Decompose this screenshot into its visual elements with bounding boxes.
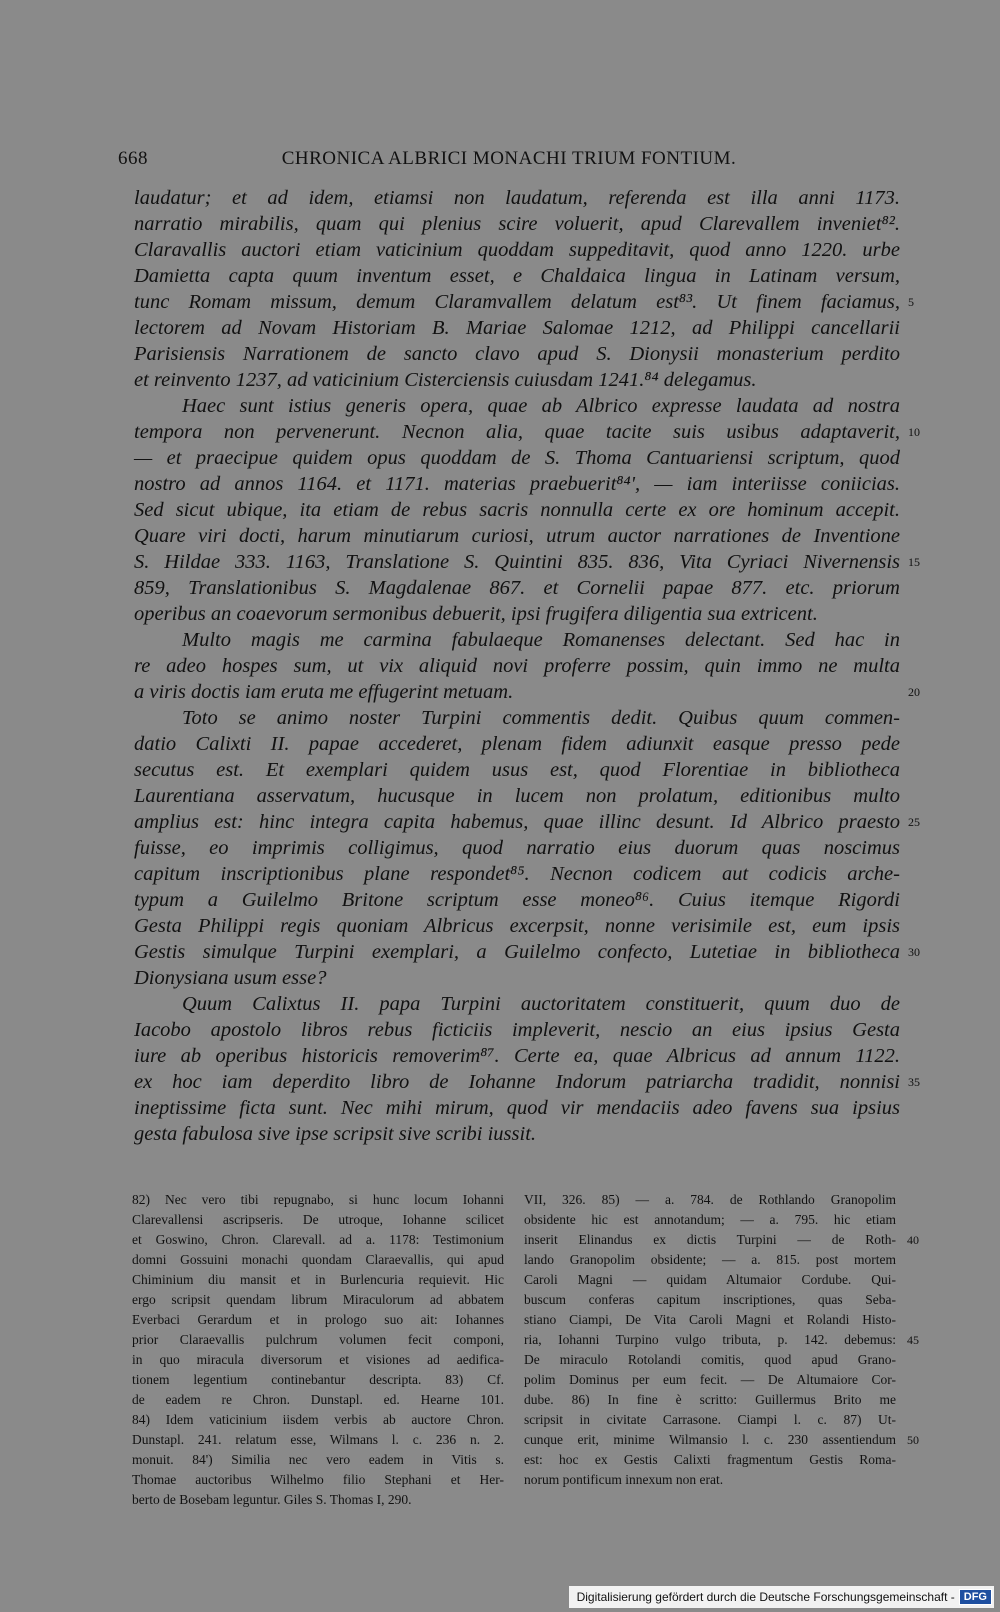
text-line-content: Gesta Philippi regis quoniam Albricus excerpsit, nonne verisimile est, eum ipsis <box>134 915 900 937</box>
text-line <box>134 523 900 549</box>
text-line-content: Multo magis me carmina fabulaeque Romanenses delectant. Sed hac in <box>182 629 900 651</box>
text-line-content: secutus est. Et exemplari quidem usus est, quod Florentiae in bibliotheca <box>134 759 900 781</box>
footnote-line: Thomae auctoribus Wilhelmo filio Stephani et Her- <box>132 1472 504 1487</box>
footnote-line: in quo miracula diversorum et visiones ad aedifica- <box>132 1352 504 1367</box>
line-number: 5 <box>908 295 914 309</box>
text-line <box>134 731 900 757</box>
line-number: 10 <box>908 425 920 439</box>
page-number: 668 <box>118 148 148 169</box>
footer-text: Digitalisierung gefördert durch die Deutsche Forschungsgemeinschaft - <box>576 1590 955 1604</box>
footnotes-right-column <box>524 1190 896 1490</box>
footnote-line: 84) Idem vaticinium iisdem verbis ab auctore Chron. <box>132 1412 504 1427</box>
text-line <box>134 367 900 393</box>
text-line <box>134 1069 920 1095</box>
line-number: 20 <box>908 685 920 699</box>
footnote-line: VII, 326. 85) — a. 784. de Rothlando Granopolim <box>524 1192 896 1207</box>
text-line-content: nostro ad annos 1164. et 1171. materias praebuerit⁸⁴', — iam interiisse coniicias. <box>134 473 900 495</box>
text-line <box>134 991 900 1017</box>
text-line-content: Sed sicut ubique, ita etiam de rebus sacris nonnulla certe ex ore hominum accepit. <box>134 499 900 521</box>
footnote-line: est: hoc ex Gestis Calixti fragmentum Gestis Roma- <box>524 1452 896 1467</box>
text-line-content: Claravallis auctori etiam vaticinium quoddam suppeditavit, quod anno 1220. urbe <box>134 239 900 261</box>
line-number: 35 <box>908 1075 920 1089</box>
text-line-content: Quare viri docti, harum minutiarum curiosi, utrum auctor narrationes de Inventione <box>134 525 900 547</box>
footnote-line: stiano Ciampi, De Vita Caroli Magni et Rolandi Histo- <box>524 1312 896 1327</box>
footnote-line-number: 40 <box>907 1233 919 1247</box>
footnote-line: 82) Nec vero tibi repugnabo, si hunc locum Iohanni <box>132 1192 504 1207</box>
footnote-line: Clarevallensi ascripseris. De utroque, Iohanne scilicet <box>132 1212 504 1227</box>
text-line-content: Laurentiana asservatum, hucusque in lucem non prolatum, editionibus multo <box>134 785 900 807</box>
footnote-line-number: 50 <box>907 1433 919 1447</box>
text-line <box>134 393 900 419</box>
text-line <box>134 887 900 913</box>
text-line-content: operibus an coaevorum sermonibus debuerit, ipsi frugifera diligentia sua extricent. <box>134 603 818 625</box>
line-number: 25 <box>908 815 920 829</box>
footnote-line: dube. 86) In fine è scritto: Guillermus Brito me <box>524 1392 896 1407</box>
text-line <box>134 289 914 315</box>
footnote-line: tionem legentium continebantur descripta. 83) Cf. <box>132 1372 504 1387</box>
text-line <box>134 419 920 445</box>
text-line <box>134 939 920 965</box>
footnote-line: Dunstapl. 241. relatum esse, Wilmans l. c. 236 n. 2. <box>132 1432 504 1447</box>
text-line-content: Iacobo apostolo libros rebus ficticiis impleverit, nescio an eius ipsius Gesta <box>134 1019 900 1041</box>
text-line-content: fuisse, eo imprimis colligimus, quod narratio eius duorum quas noscimus <box>134 837 900 859</box>
line-number: 30 <box>908 945 920 959</box>
text-line <box>134 185 900 211</box>
text-line-content: Quum Calixtus II. papa Turpini auctoritatem constituerit, quum duo de <box>182 993 900 1015</box>
text-line-content: amplius est: hinc integra capita habemus, quae illinc desunt. Id Albrico praesto <box>134 811 900 833</box>
footnote-line: domni Gossuini monachi quondam Claraevallis, qui apud <box>132 1252 504 1267</box>
footnote-line: monuit. 84') Similia nec vero eadem in Vitis s. <box>132 1452 504 1467</box>
text-line-content: tempora non pervenerunt. Necnon alia, quae tacite suis usibus adaptaverit, <box>134 421 900 443</box>
text-line-content: tunc Romam missum, demum Claramvallem delatum est⁸³. Ut finem faciamus, <box>134 291 900 313</box>
page-header <box>118 148 900 174</box>
footnote-line: ergo scripsit quendam librum Miraculorum ad abbatem <box>132 1292 504 1307</box>
text-line <box>134 1121 900 1147</box>
footnote-line: lando Granopolim obsidente; — a. 815. post mortem <box>524 1252 896 1267</box>
footnote-line: scripsit in civitate Carrasone. Ciampi l. c. 87) Ut- <box>524 1412 896 1427</box>
text-line-content: capitum inscriptionibus plane respondet⁸⁵. Necnon codicem aut codicis arche- <box>134 863 900 885</box>
footnote-line: ria, Iohanni Turpino vulgo tributa, p. 142. debemus: <box>524 1332 896 1347</box>
text-line <box>134 497 900 523</box>
text-line <box>134 757 900 783</box>
text-line <box>134 263 900 289</box>
text-line-content: gesta fabulosa sive ipse scripsit sive scribi iussit. <box>134 1123 537 1145</box>
text-line <box>134 913 900 939</box>
text-line-content: Parisiensis Narrationem de sancto clavo apud S. Dionysii monasterium perdito <box>134 343 900 365</box>
footnote-line: cunque erit, minime Wilmansio l. c. 230 assentiendum <box>524 1432 896 1447</box>
text-line-content: laudatur; et ad idem, etiamsi non laudatum, referenda est illa anni 1173. <box>134 187 900 209</box>
footnote-line-number: 45 <box>907 1333 919 1347</box>
text-line <box>134 679 920 705</box>
footnote-line: berto de Bosebam leguntur. Giles S. Thomas I, 290. <box>132 1492 412 1507</box>
text-line <box>134 861 900 887</box>
text-line <box>134 601 900 627</box>
text-line <box>134 1095 900 1121</box>
text-line <box>134 341 900 367</box>
text-line-content: et reinvento 1237, ad vaticinium Cisterciensis cuiusdam 1241.⁸⁴ delegamus. <box>134 369 757 391</box>
text-line <box>134 315 900 341</box>
footnote-line: Everbaci Gerardum et in prologo suo ait: Iohannes <box>132 1312 504 1327</box>
text-line-content: Haec sunt istius generis opera, quae ab Albrico expresse laudata ad nostra <box>182 395 900 417</box>
text-line-content: — et praecipue quidem opus quoddam de S. Thoma Cantuariensi scriptum, quod <box>134 447 900 469</box>
text-line <box>134 653 900 679</box>
text-line-content: datio Calixti II. papae accederet, plenam fidem adiunxit easque presso pede <box>134 733 900 755</box>
text-line <box>134 1043 900 1069</box>
footnote-line: norum pontificum innexum non erat. <box>524 1472 724 1487</box>
text-line <box>134 965 900 991</box>
text-line <box>134 705 900 731</box>
text-line <box>134 809 920 835</box>
text-line-content: 859, Translationibus S. Magdalenae 867. et Cornelii papae 877. etc. priorum <box>134 577 900 599</box>
footnote-line: Caroli Magni — quidam Altumaior Cordube. Qui- <box>524 1272 896 1287</box>
footnote-line: inserit Elinandus ex dictis Turpini — de Roth- <box>524 1232 896 1247</box>
text-line-content: a viris doctis iam eruta me effugerint metuam. <box>134 681 514 703</box>
digitization-footer <box>569 1586 994 1608</box>
text-line-content: ineptissime ficta sunt. Nec mihi mirum, quod vir mendaciis adeo favens sua ipsius <box>134 1097 900 1119</box>
footnote-line: et Goswino, Chron. Clarevall. ad a. 1178: Testimonium <box>132 1232 504 1247</box>
text-line <box>134 445 900 471</box>
footnote-line: De miraculo Rotolandi comitis, quod apud Grano- <box>524 1352 896 1367</box>
footnote-line: Chiminium diu mansit et in Burlencuria requievit. Hic <box>132 1272 504 1287</box>
text-line <box>134 237 900 263</box>
footnote-line: buscum conferas capitum inscriptiones, quas Seba- <box>524 1292 896 1307</box>
main-text <box>134 185 920 1147</box>
text-line-content: typum a Guilelmo Britone scriptum esse moneo⁸⁶. Cuius itemque Rigordi <box>134 889 900 911</box>
text-line <box>134 835 900 861</box>
running-head: CHRONICA ALBRICI MONACHI TRIUM FONTIUM. <box>281 148 737 169</box>
footnote-line: obsidente hic est annotandum; — a. 795. hic etiam <box>524 1212 896 1227</box>
text-line-content: Damietta capta quum inventum esset, e Chaldaica lingua in Latinam versum, <box>134 265 900 287</box>
text-line <box>134 575 900 601</box>
text-line-content: lectorem ad Novam Historiam B. Mariae Salomae 1212, ad Philippi cancellarii <box>134 317 900 339</box>
text-line <box>134 1017 900 1043</box>
text-line-content: ex hoc iam deperdito libro de Iohanne Indorum patriarcha tradidit, nonnisi <box>134 1071 900 1093</box>
text-line <box>134 627 900 653</box>
line-number: 15 <box>908 555 920 569</box>
dfg-logo: DFG <box>959 1589 992 1605</box>
text-line-content: Gestis simulque Turpini exemplari, a Guilelmo confecto, Lutetiae in bibliotheca <box>134 941 900 963</box>
text-line-content: Dionysiana usum esse? <box>134 967 327 989</box>
text-line <box>134 471 900 497</box>
text-line-content: iure ab operibus historicis removerim⁸⁷. Certe ea, quae Albricus ad annum 1122. <box>134 1045 900 1067</box>
text-line-content: narratio mirabilis, quam qui plenius scire voluerit, apud Clarevallem inveniet⁸². <box>134 213 900 235</box>
footnote-line: prior Claraevallis pulchrum volumen fecit componi, <box>132 1332 504 1347</box>
footnotes-left-column <box>132 1190 504 1510</box>
footnote-line: polim Dominus per eum fecit. — De Altumaiore Cor- <box>524 1372 896 1387</box>
text-line-content: Toto se animo noster Turpini commentis dedit. Quibus quum commen- <box>182 707 900 729</box>
footnote-line: de eadem re Chron. Dunstapl. ed. Hearne 101. <box>132 1392 504 1407</box>
text-line-content: S. Hildae 333. 1163, Translatione S. Quintini 835. 836, Vita Cyriaci Nivernensis <box>134 551 900 573</box>
text-line <box>134 211 900 237</box>
text-line <box>134 783 900 809</box>
text-line-content: re adeo hospes sum, ut vix aliquid novi proferre possim, quin immo ne multa <box>134 655 900 677</box>
text-line <box>134 549 920 575</box>
